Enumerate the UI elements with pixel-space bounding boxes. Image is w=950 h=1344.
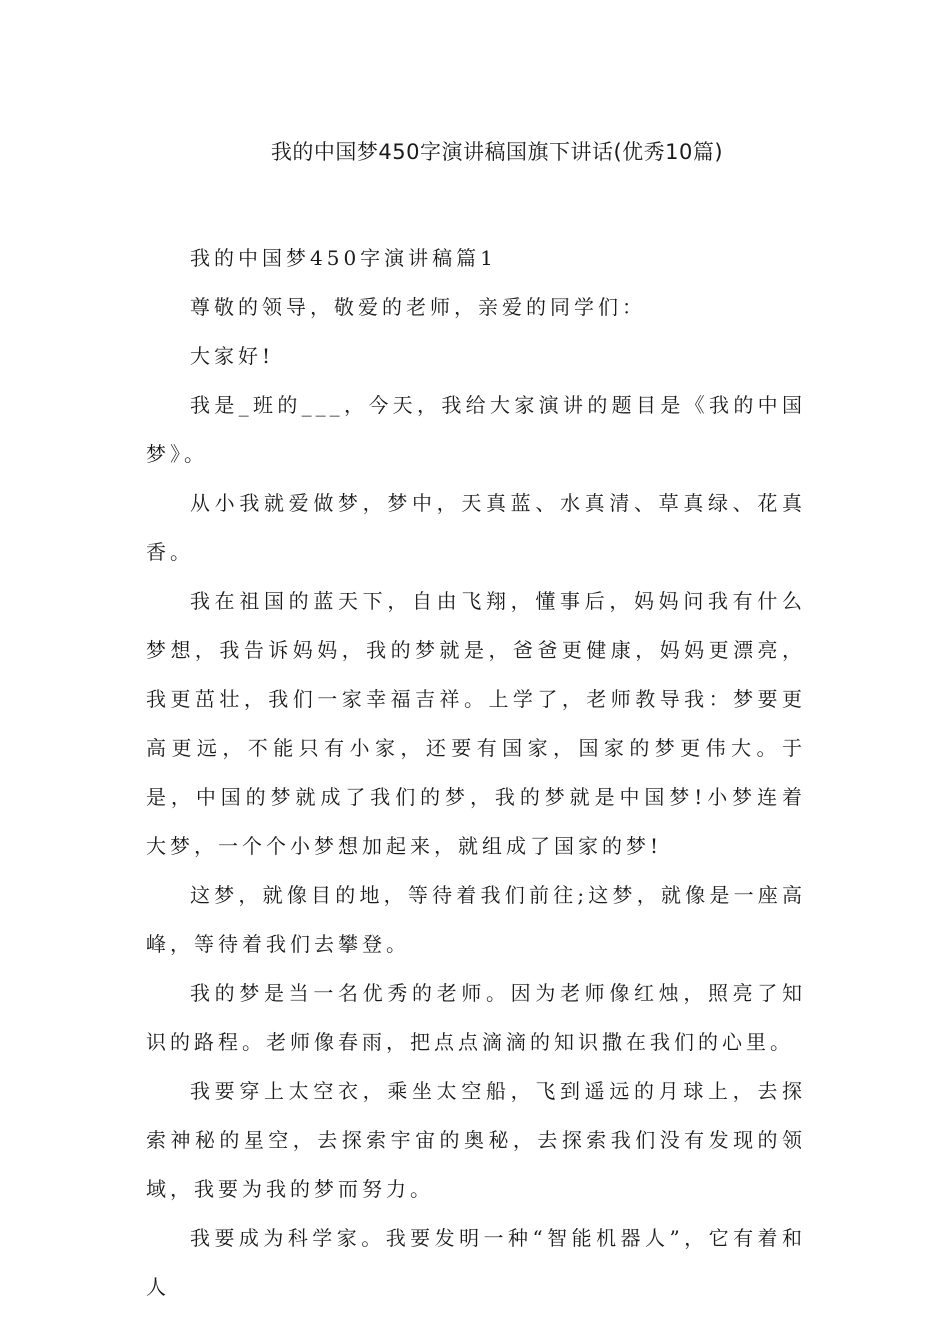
paragraph: 从小我就爱做梦，梦中，天真蓝、水真清、草真绿、花真香。 [146,491,806,564]
document-title: 我的中国梦450字演讲稿国旗下讲话(优秀10篇) [270,140,724,164]
paragraph: 我要成为科学家。我要发明一种“智能机器人”，它有着和人 [146,1226,806,1299]
paragraph: 我是_班的___，今天，我给大家演讲的题目是《我的中国梦》。 [146,393,806,466]
paragraph: 我要穿上太空衣，乘坐太空船，飞到遥远的月球上，去探索神秘的星空，去探索宇宙的奥秘，去探索我们没有发现的领域，我要为我的梦而努力。 [146,1079,806,1201]
salutation: 尊敬的领导，敬爱的老师，亲爱的同学们： [190,295,646,319]
paragraph: 我在祖国的蓝天下，自由飞翔，懂事后，妈妈问我有什么梦想，我告诉妈妈，我的梦就是，爸爸更健康，妈妈更漂亮，我更茁壮，我们一家幸福吉祥。上学了，老师教导我：梦要更高更远，不能只有小家，还要有国家，国家的梦更伟大。于是，中国的梦就成了我们的梦，我的梦就是中国梦!小梦连着大梦，一个个小梦想加起来，就组成了国家的梦! [146,589,806,858]
paragraph: 我的梦是当一名优秀的老师。因为老师像红烛，照亮了知识的路程。老师像春雨，把点点滴滴的知识撒在我们的心里。 [146,981,806,1054]
greeting: 大家好! [190,344,275,368]
paragraph: 这梦，就像目的地，等待着我们前往;这梦，就像是一座高峰，等待着我们去攀登。 [146,883,806,956]
section-heading: 我的中国梦450字演讲稿篇1 [190,246,497,270]
document-body [146,234,806,1312]
